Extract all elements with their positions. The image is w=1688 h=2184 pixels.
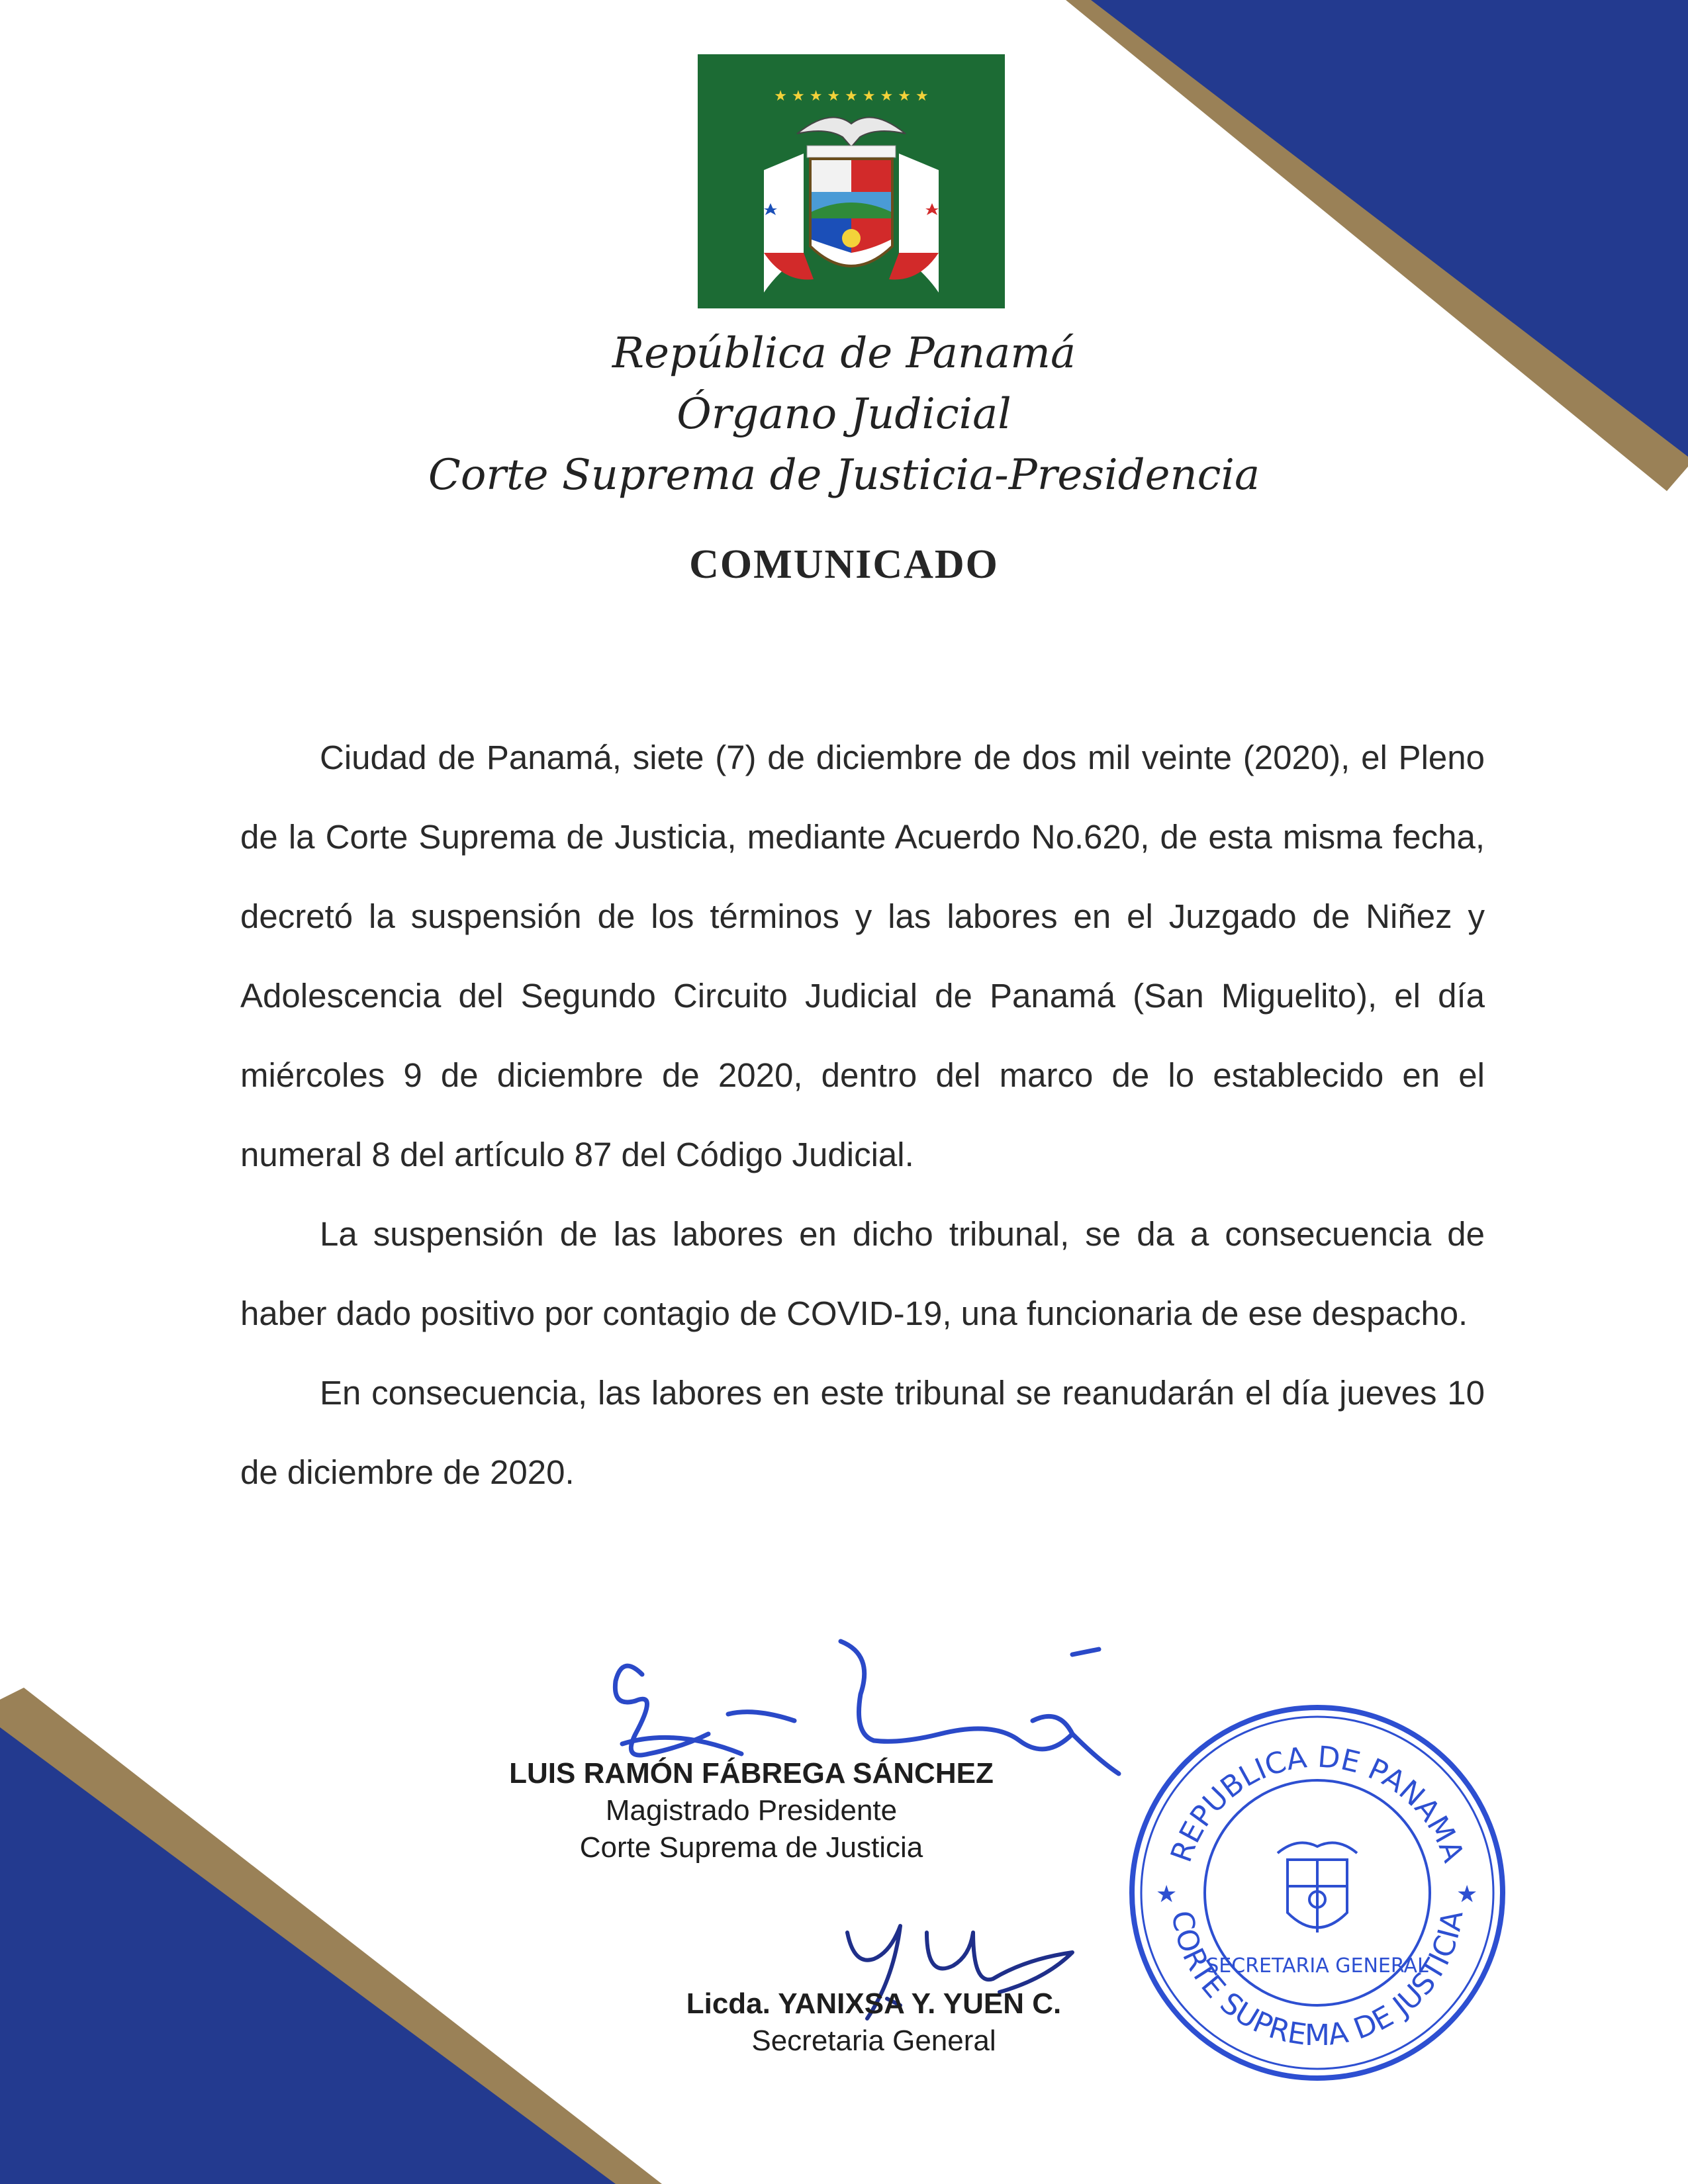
seal-center-text: SECRETARIA GENERAL xyxy=(1206,1954,1429,1978)
president-signature-block xyxy=(420,1755,1082,1866)
header-line-republic: República de Panamá xyxy=(612,329,1076,378)
president-name: LUIS RAMÓN FÁBREGA SÁNCHEZ xyxy=(509,1757,994,1790)
seal-top-text: REPUBLICA DE PANAMA xyxy=(1164,1740,1470,1867)
body-paragraph-2: La suspensión de las labores en dicho tribunal, se da a consecuencia de haber dado positivo por contagio de COVID-19, una funcionaria de ese despacho. xyxy=(240,1215,1485,1332)
president-role: Magistrado Presidente xyxy=(605,1794,898,1827)
body-paragraph-1: Ciudad de Panamá, siete (7) de diciembre de dos mil veinte (2020), el Pleno de la Corte Suprema de Justicia, mediante Acuerdo No.620, de esta misma fecha, decretó la suspensión de los términos y las labores en el Juzgado de Niñez y Adolescencia del Segundo Circuito Judicial de Panamá (San Miguelito), el día miércoles 9 de diciembre de 2020, dentro del marco de lo establecido en el numeral 8 del artículo 87 del Código Judicial. xyxy=(240,739,1485,1173)
secretary-name: Licda. YANIXSA Y. YUEN C. xyxy=(686,1987,1062,2020)
seal-bottom-text: CORTE SUPREMA DE JUSTICIA xyxy=(1164,1908,1470,2053)
svg-text:★ ★ ★ ★ ★ ★ ★ ★ ★: ★ ★ ★ ★ ★ ★ ★ ★ ★ xyxy=(774,88,929,105)
official-stamp-seal xyxy=(1125,1701,1509,2085)
header-line-court: Corte Suprema de Justicia-Presidencia xyxy=(428,451,1260,500)
coat-of-arms-icon xyxy=(698,54,1005,308)
body-text xyxy=(240,718,1485,1512)
header-line-organ: Órgano Judicial xyxy=(677,390,1011,439)
body-paragraph-3: En consecuencia, las labores en este tribunal se reanudarán el día jueves 10 de diciembre de 2020. xyxy=(240,1374,1485,1491)
seal-star-right: ★ xyxy=(1456,1881,1478,1908)
panama-coat-of-arms-emblem xyxy=(698,54,1005,308)
secretary-role: Secretaria General xyxy=(751,2025,996,2057)
president-org: Corte Suprema de Justicia xyxy=(579,1831,923,1864)
seal-emblem-icon xyxy=(1278,1843,1357,1933)
seal-star-left: ★ xyxy=(1156,1881,1178,1908)
document-title: COMUNICADO xyxy=(689,542,999,587)
secretary-signature-block xyxy=(543,1985,1205,2060)
